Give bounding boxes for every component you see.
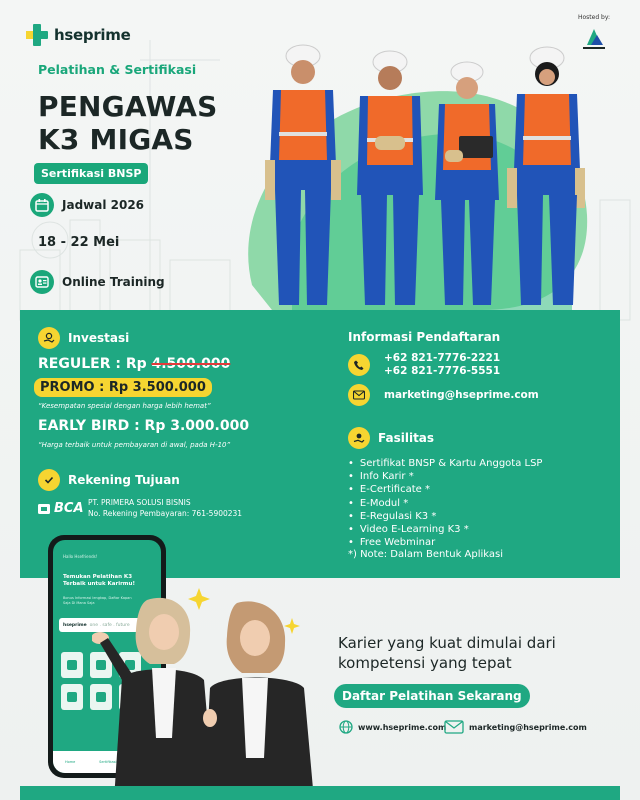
regular-price-value: 4.500.000 [151, 356, 231, 372]
bank-logo [38, 501, 84, 516]
investment-heading [38, 327, 129, 349]
facilities-note: *) Note: Dalam Bentuk Aplikasi [348, 549, 504, 560]
website-url[interactable]: www.hseprime.com [358, 722, 447, 732]
mail-icon [444, 720, 464, 734]
app-brand: hseprime [63, 622, 87, 628]
phone-number-2[interactable]: +62 821-7776-5551 [384, 365, 501, 377]
phone-numbers [384, 352, 500, 378]
hand-heart-icon [348, 427, 370, 449]
account-number: No. Rekening Pembayaran: 761-5900231 [88, 509, 243, 518]
phone-contact[interactable] [348, 352, 500, 378]
app-menu-tile[interactable] [61, 684, 83, 710]
footer-email-link[interactable] [444, 720, 587, 734]
mail-icon [348, 384, 370, 406]
facility-item: • Info Karir * [348, 470, 542, 483]
certification-badge: Sertifikasi BNSP [34, 163, 148, 184]
money-hand-icon [38, 327, 60, 349]
facilities-list [348, 457, 542, 549]
facility-item: • Sertifikat BNSP & Kartu Anggota LSP [348, 457, 542, 470]
title-line-1: PENGAWAS [38, 90, 218, 123]
promo-price: PROMO : Rp 3.500.000 [34, 378, 212, 397]
bottom-bar [20, 786, 620, 800]
presenters-photo [89, 588, 322, 800]
phone-number-1[interactable]: +62 821-7776-2221 [384, 352, 501, 364]
app-subtext: Bonus Informasi lengkap, Daftar Kapan Saja Di Mana Saja [63, 596, 132, 605]
app-nav-home[interactable]: Home [64, 760, 76, 764]
globe-icon [339, 720, 353, 734]
schedule-row [30, 193, 144, 217]
title-line-2: K3 MIGAS [38, 123, 194, 156]
app-nav-certification[interactable]: Sertifikasi [99, 760, 117, 764]
regular-price [38, 356, 230, 372]
bank-details [88, 497, 242, 519]
phone-icon [348, 354, 370, 376]
app-tagline: one . safe . future [89, 622, 130, 628]
facility-item: • E-Regulasi K3 * [348, 510, 542, 523]
company-name: PT. PRIMERA SOLUSI BISNIS [88, 498, 191, 507]
tagline-line-2: kompetensi yang tepat [338, 654, 512, 672]
facilities-heading [348, 427, 434, 449]
id-card-icon [30, 270, 54, 294]
app-menu-tile[interactable] [61, 652, 83, 678]
training-dates: 18 - 22 Mei [38, 235, 120, 250]
verified-check-icon [38, 469, 60, 491]
account-heading [38, 469, 180, 491]
facility-item: • E-Modul * [348, 497, 542, 510]
website-link[interactable] [339, 720, 446, 734]
registration-email[interactable]: marketing@hseprime.com [384, 388, 539, 401]
page-title [38, 90, 218, 156]
brand-logo[interactable] [26, 24, 130, 46]
facility-item: • Video E-Learning K3 * [348, 523, 542, 536]
schedule-label: Jadwal 2026 [62, 198, 145, 212]
calendar-icon [30, 193, 54, 217]
mode-row [30, 270, 165, 294]
registration-label: Informasi Pendaftaran [348, 330, 501, 344]
register-cta-button[interactable]: Daftar Pelatihan Sekarang [334, 684, 530, 708]
facility-item: • E-Certificate * [348, 483, 542, 496]
facilities-label: Fasilitas [378, 431, 435, 445]
footer-email[interactable]: marketing@hseprime.com [469, 722, 587, 732]
worker-figure [265, 45, 341, 305]
promo-note: “Kesempatan spesial dengan harga lebih hemat” [38, 402, 211, 410]
brand-name: hseprime [54, 26, 131, 44]
facility-item: • Free Webminar [348, 536, 542, 549]
app-greeting: Hallo Hsefriends! [63, 554, 98, 559]
bank-icon [38, 504, 50, 514]
regular-label: REGULER : Rp [38, 356, 152, 372]
email-contact[interactable] [348, 384, 539, 406]
category-label: Pelatihan & Sertifikasi [38, 62, 197, 77]
hosted-label: Hosted by: [577, 14, 610, 21]
early-bird-price: EARLY BIRD : Rp 3.000.000 [38, 418, 250, 434]
workers-photo [255, 40, 600, 310]
bank-name: BCA [54, 501, 84, 516]
investment-label: Investasi [68, 331, 130, 345]
app-headline: Temukan Pelatihan K3 Terbaik untuk Karirmu! [63, 574, 135, 587]
tagline [338, 633, 556, 673]
plus-logo-icon [26, 24, 48, 46]
tagline-line-1: Karier yang kuat dimulai dari [338, 634, 556, 652]
registration-heading [348, 330, 500, 344]
account-label: Rekening Tujuan [68, 473, 180, 487]
training-mode: Online Training [62, 275, 165, 289]
early-bird-note: “Harga terbaik untuk pembayaran di awal, pada H-10” [38, 441, 231, 449]
